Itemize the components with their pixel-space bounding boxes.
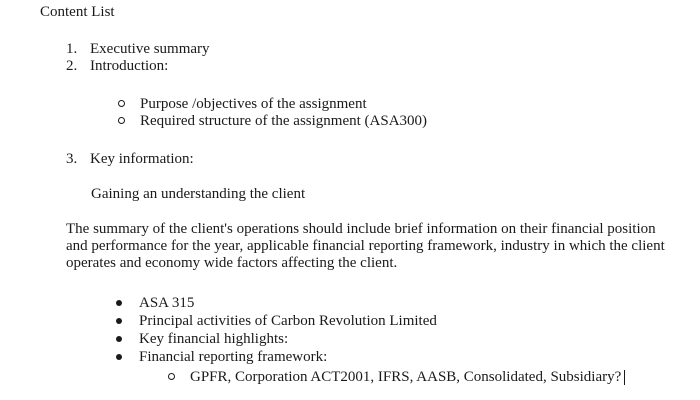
list-item-key-information [66,150,194,168]
list-text: Key information: [90,151,194,167]
bullet-financial-reporting-framework [116,348,327,366]
summary-paragraph: The summary of the client's operations should include brief information on their financial position and performance for the year, applicable financial reporting framework, industry in which the client operates and economy wide factors affecting the client. [66,221,665,271]
list-number: 1. [66,41,78,57]
subitem-text: Required structure of the assignment (ASA300) [140,113,428,129]
solid-bullet-icon [116,336,122,342]
list-number: 3. [66,151,78,167]
intro-subitem-structure [118,112,427,130]
bullet-text: Key financial highlights: [139,331,289,347]
bullet-key-financial-highlights [116,330,288,348]
text-cursor[interactable] [624,370,625,385]
solid-bullet-icon [116,318,122,324]
bullet-principal-activities [116,312,437,330]
framework-subitem [168,368,625,386]
subheading: Gaining an understanding the client [91,186,306,202]
list-text: Introduction: [90,58,169,74]
list-number: 2. [66,58,78,74]
content-list-title: Content List [40,4,115,20]
solid-bullet-icon [116,354,122,360]
hollow-bullet-icon [168,373,175,380]
subitem-text: Purpose /objectives of the assignment [140,96,367,112]
hollow-bullet-icon [118,100,125,107]
solid-bullet-icon [116,300,122,306]
bullet-text: Principal activities of Carbon Revolution Limited [139,313,437,329]
subitem-text: GPFR, Corporation ACT2001, IFRS, AASB, Consolidated, Subsidiary? [190,369,622,385]
bullet-text: Financial reporting framework: [139,349,328,365]
bullet-asa315 [116,294,194,312]
hollow-bullet-icon [118,117,125,124]
intro-subitem-purpose [118,95,367,113]
list-text: Executive summary [90,41,210,57]
list-item-executive-summary [66,40,210,58]
list-item-introduction [66,57,168,75]
bullet-text: ASA 315 [139,295,195,311]
